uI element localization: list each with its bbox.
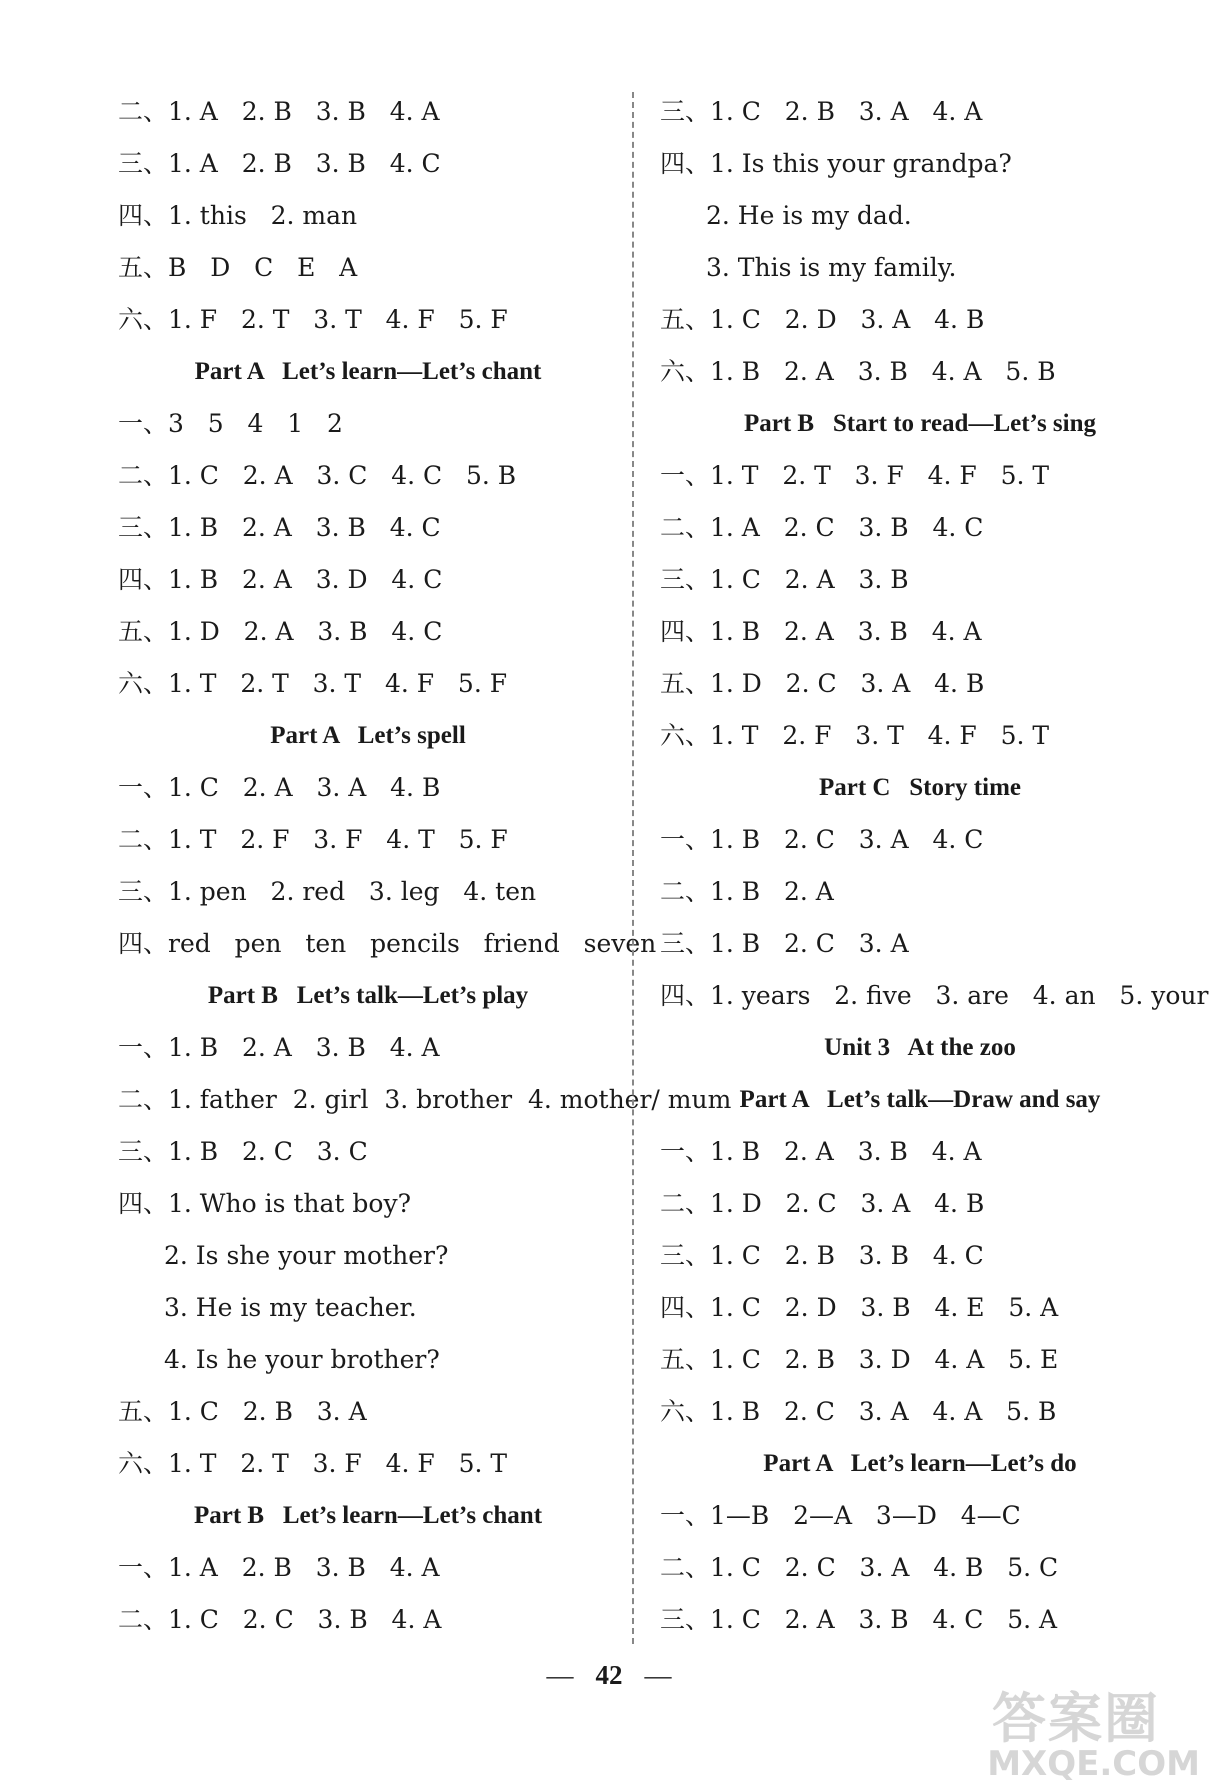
- page-number: 42: [595, 1660, 623, 1690]
- watermark-text: 答案圈: [992, 1687, 1160, 1750]
- watermark-url: MXQE.COM: [987, 1744, 1200, 1784]
- answer-line: 五、B D C E A: [118, 253, 358, 282]
- answer-line: 四、1. B 2. A 3. B 4. A: [660, 617, 982, 646]
- answer-line: 二、1. A 2. C 3. B 4. C: [660, 513, 984, 542]
- section-heading: Part B Start to read—Let’s sing: [743, 410, 1097, 437]
- section-heading: Part B Let’s talk—Let’s play: [207, 982, 529, 1009]
- answer-line: 三、1. A 2. B 3. B 4. C: [118, 149, 441, 178]
- answer-line: 二、1. D 2. C 3. A 4. B: [660, 1189, 985, 1218]
- answer-line: 3. This is my family.: [706, 253, 957, 282]
- column-divider: [632, 92, 634, 1644]
- answer-line: 二、1. B 2. A: [660, 877, 834, 906]
- answer-line: 六、1. B 2. C 3. A 4. A 5. B: [660, 1397, 1057, 1426]
- answer-line: 三、1. pen 2. red 3. leg 4. ten: [118, 877, 537, 906]
- answer-line: 五、1. C 2. B 3. A: [118, 1397, 367, 1426]
- answer-line: 六、1. T 2. T 3. F 4. F 5. T: [118, 1449, 508, 1478]
- answer-line: 四、1. Who is that boy?: [118, 1189, 411, 1218]
- footer-dash-right: —: [644, 1660, 672, 1690]
- answer-line: 3. He is my teacher.: [164, 1293, 417, 1322]
- answer-line: 六、1. T 2. T 3. T 4. F 5. F: [118, 669, 508, 698]
- section-heading: Part A Let’s talk—Draw and say: [739, 1086, 1101, 1113]
- answer-line: 4. Is he your brother?: [164, 1345, 440, 1374]
- answer-line: 三、1. C 2. B 3. B 4. C: [660, 1241, 984, 1270]
- section-heading: Unit 3 At the zoo: [824, 1034, 1016, 1061]
- answer-line: 一、1—B 2—A 3—D 4—C: [660, 1501, 1021, 1530]
- answer-line: 五、1. D 2. A 3. B 4. C: [118, 617, 443, 646]
- answer-line: 三、1. B 2. C 3. A: [660, 929, 909, 958]
- section-heading: Part C Story time: [818, 774, 1021, 801]
- answer-line: 2. He is my dad.: [706, 201, 912, 230]
- answer-line: 三、1. B 2. A 3. B 4. C: [118, 513, 441, 542]
- answer-line: 一、1. C 2. A 3. A 4. B: [118, 773, 441, 802]
- watermark-logo: [970, 1676, 1200, 1786]
- answer-line: 二、1. C 2. A 3. C 4. C 5. B: [118, 461, 517, 490]
- answer-line: 一、3 5 4 1 2: [118, 409, 343, 438]
- answer-line: 三、1. C 2. A 3. B: [660, 565, 909, 594]
- section-heading: Part A Let’s spell: [270, 722, 466, 749]
- section-heading: Part B Let’s learn—Let’s chant: [193, 1502, 543, 1529]
- answer-line: 一、1. B 2. A 3. B 4. A: [118, 1033, 440, 1062]
- answer-line: 一、1. B 2. A 3. B 4. A: [660, 1137, 982, 1166]
- answer-line: 三、1. B 2. C 3. C: [118, 1137, 368, 1166]
- answer-line: 二、1. C 2. C 3. B 4. A: [118, 1605, 442, 1634]
- answer-line: 三、1. C 2. A 3. B 4. C 5. A: [660, 1605, 1058, 1634]
- section-heading: Part A Let’s learn—Let’s chant: [194, 358, 542, 385]
- left-answer-column: [118, 86, 732, 1646]
- answer-line: 六、1. F 2. T 3. T 4. F 5. F: [118, 305, 508, 334]
- answer-line: 五、1. C 2. D 3. A 4. B: [660, 305, 985, 334]
- answer-line: 四、1. this 2. man: [118, 201, 358, 230]
- answer-line: 四、1. B 2. A 3. D 4. C: [118, 565, 443, 594]
- answer-line: 二、1. A 2. B 3. B 4. A: [118, 97, 440, 126]
- answer-line: 一、1. B 2. C 3. A 4. C: [660, 825, 984, 854]
- footer-dash-left: —: [546, 1660, 574, 1690]
- answer-line: 四、red pen ten pencils friend seven: [118, 929, 657, 958]
- answer-line: 二、1. T 2. F 3. F 4. T 5. F: [118, 825, 508, 854]
- answer-line: 三、1. C 2. B 3. A 4. A: [660, 97, 983, 126]
- answer-line: 一、1. A 2. B 3. B 4. A: [118, 1553, 440, 1582]
- answer-line: 四、1. years 2. five 3. are 4. an 5. your: [660, 981, 1209, 1010]
- answer-line: 四、1. C 2. D 3. B 4. E 5. A: [660, 1293, 1059, 1322]
- answer-line: 2. Is she your mother?: [164, 1241, 449, 1270]
- section-heading: Part A Let’s learn—Let’s do: [763, 1450, 1077, 1477]
- answer-line: 二、1. C 2. C 3. A 4. B 5. C: [660, 1553, 1059, 1582]
- answer-line: 六、1. T 2. F 3. T 4. F 5. T: [660, 721, 1050, 750]
- answer-line: 二、1. father 2. girl 3. brother 4. mother/ mum: [118, 1085, 732, 1114]
- answer-line: 一、1. T 2. T 3. F 4. F 5. T: [660, 461, 1050, 490]
- answer-line: 五、1. D 2. C 3. A 4. B: [660, 669, 985, 698]
- answer-line: 五、1. C 2. B 3. D 4. A 5. E: [660, 1345, 1059, 1374]
- answer-line: 六、1. B 2. A 3. B 4. A 5. B: [660, 357, 1056, 386]
- answer-line: 四、1. Is this your grandpa?: [660, 149, 1012, 178]
- right-answer-column: [660, 86, 1209, 1646]
